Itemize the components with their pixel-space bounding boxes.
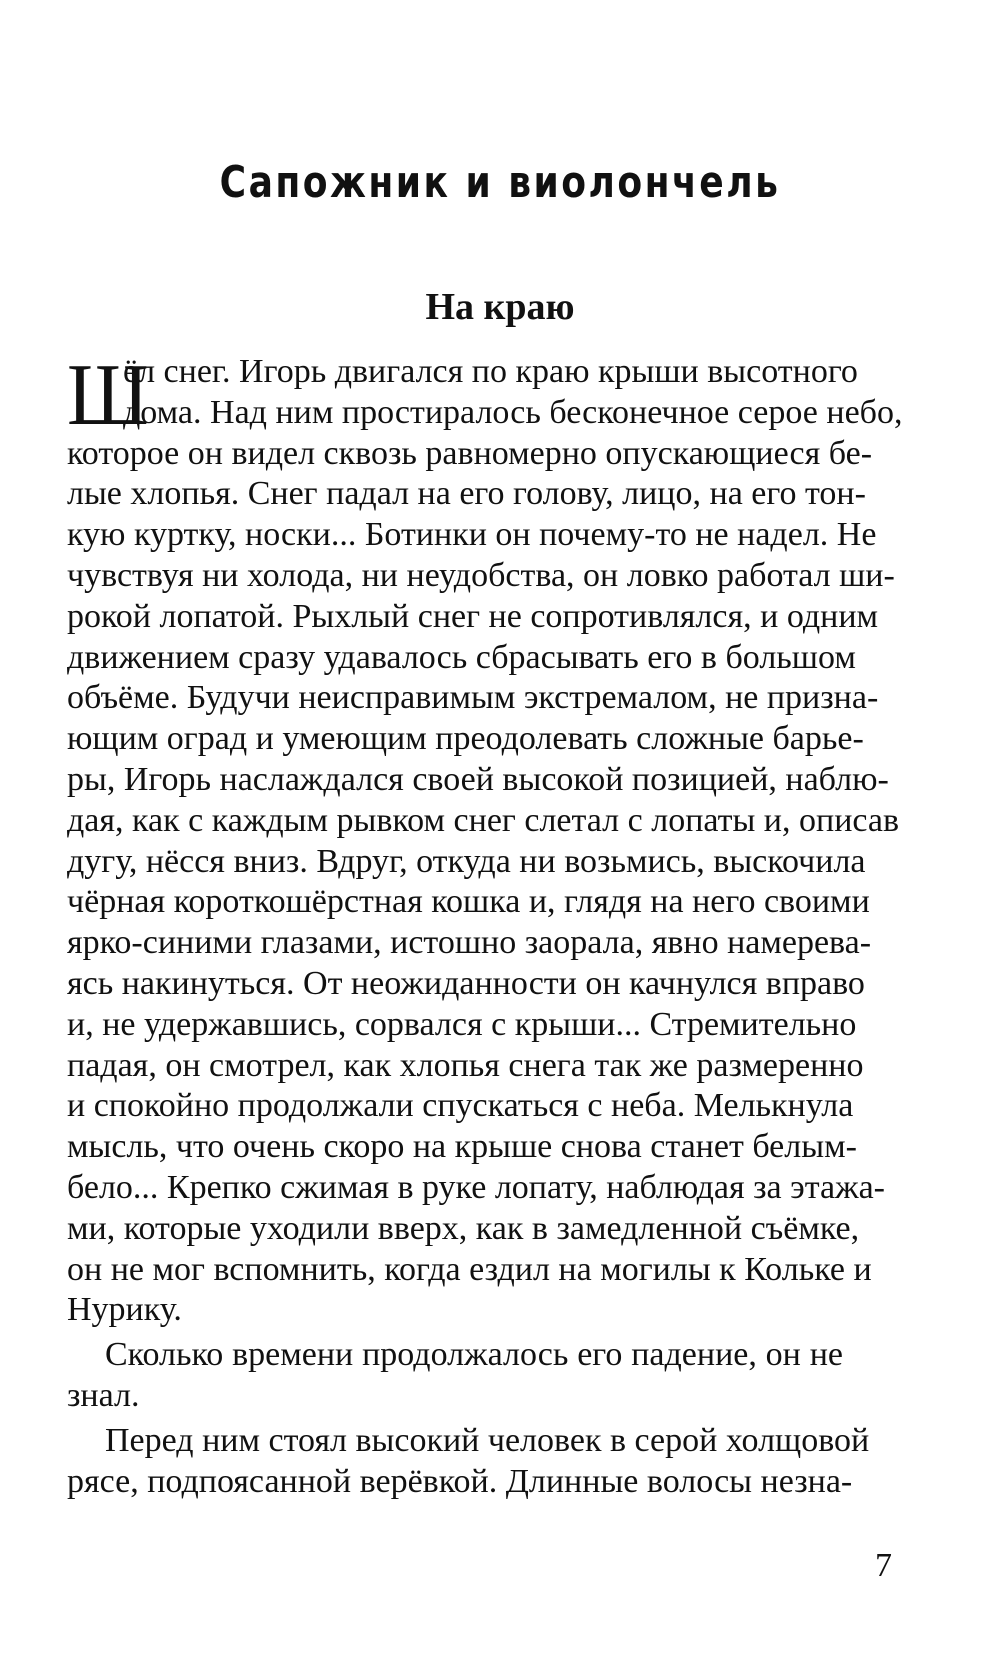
text-line: движением сразу удавалось сбрасывать его в большом bbox=[67, 638, 856, 676]
chapter-title: Сапожник и виолончель bbox=[219, 157, 781, 208]
text-line: и спокойно продолжали спускаться с неба. Мелькнула bbox=[67, 1087, 854, 1125]
text-line: дугу, нёсся вниз. Вдруг, откуда ни возьмись, выскочила bbox=[67, 842, 866, 880]
text-line: ры, Игорь наслаждался своей высокой позицией, наблю- bbox=[67, 760, 889, 798]
text-line: чувствуя ни холода, ни неудобства, он ловко работал ши- bbox=[67, 556, 895, 594]
text-line: ёл снег. Игорь двигался по краю крыши высотного bbox=[123, 353, 858, 390]
text-line: он не мог вспомнить, когда ездил на могилы к Кольке и bbox=[67, 1250, 872, 1288]
text-line: бело... Крепко сжимая в руке лопату, наблюдая за этажа- bbox=[67, 1168, 885, 1206]
text-line: объёме. Будучи неисправимым экстремалом, не призна- bbox=[67, 679, 879, 717]
text-line: рясе, подпоясанной верёвкой. Длинные волосы незна- bbox=[67, 1462, 853, 1500]
text-line: Перед ним стоял высокий человек в серой холщовой bbox=[105, 1421, 870, 1459]
text-line: лые хлопья. Снег падал на его голову, лицо, на его тон- bbox=[67, 475, 866, 513]
text-line: Нурику. bbox=[67, 1291, 182, 1329]
section-title: На краю bbox=[425, 286, 575, 328]
text-line: дая, как с каждым рывком снег слетал с лопаты и, описав bbox=[67, 801, 900, 839]
text-line: падая, он смотрел, как хлопья снега так же размеренно bbox=[67, 1046, 864, 1084]
text-line: ярко-синими глазами, истошно заорала, явно намерева- bbox=[67, 924, 872, 962]
text-line: и, не удержавшись, сорвался с крыши... Стремительно bbox=[67, 1005, 857, 1043]
drop-cap: Ш bbox=[67, 347, 149, 444]
text-line: Сколько времени продолжалось его падение, он не bbox=[105, 1336, 843, 1374]
text-line: чёрная короткошёрстная кошка и, глядя на него своими bbox=[67, 883, 870, 921]
text-line: дома. Над ним простиралось бесконечное серое небо, bbox=[123, 393, 903, 431]
text-line: ми, которые уходили вверх, как в замедленной съёмке, bbox=[67, 1209, 860, 1247]
text-line: рокой лопатой. Рыхлый снег не сопротивлялся, и одним bbox=[67, 597, 879, 635]
body-text bbox=[67, 347, 903, 1502]
text-line: ющим оград и умеющим преодолевать сложные барье- bbox=[67, 720, 864, 758]
text-line: знал. bbox=[67, 1376, 140, 1414]
text-line: мысль, что очень скоро на крыше снова станет белым- bbox=[67, 1128, 857, 1166]
page-number: 7 bbox=[875, 1547, 892, 1584]
text-line: кую куртку, носки... Ботинки он почему-то не надел. Не bbox=[67, 516, 877, 554]
text-line: ясь накинуться. От неожиданности он качнулся вправо bbox=[67, 964, 865, 1002]
text-line: которое он видел сквозь равномерно опускающиеся бе- bbox=[67, 434, 873, 472]
